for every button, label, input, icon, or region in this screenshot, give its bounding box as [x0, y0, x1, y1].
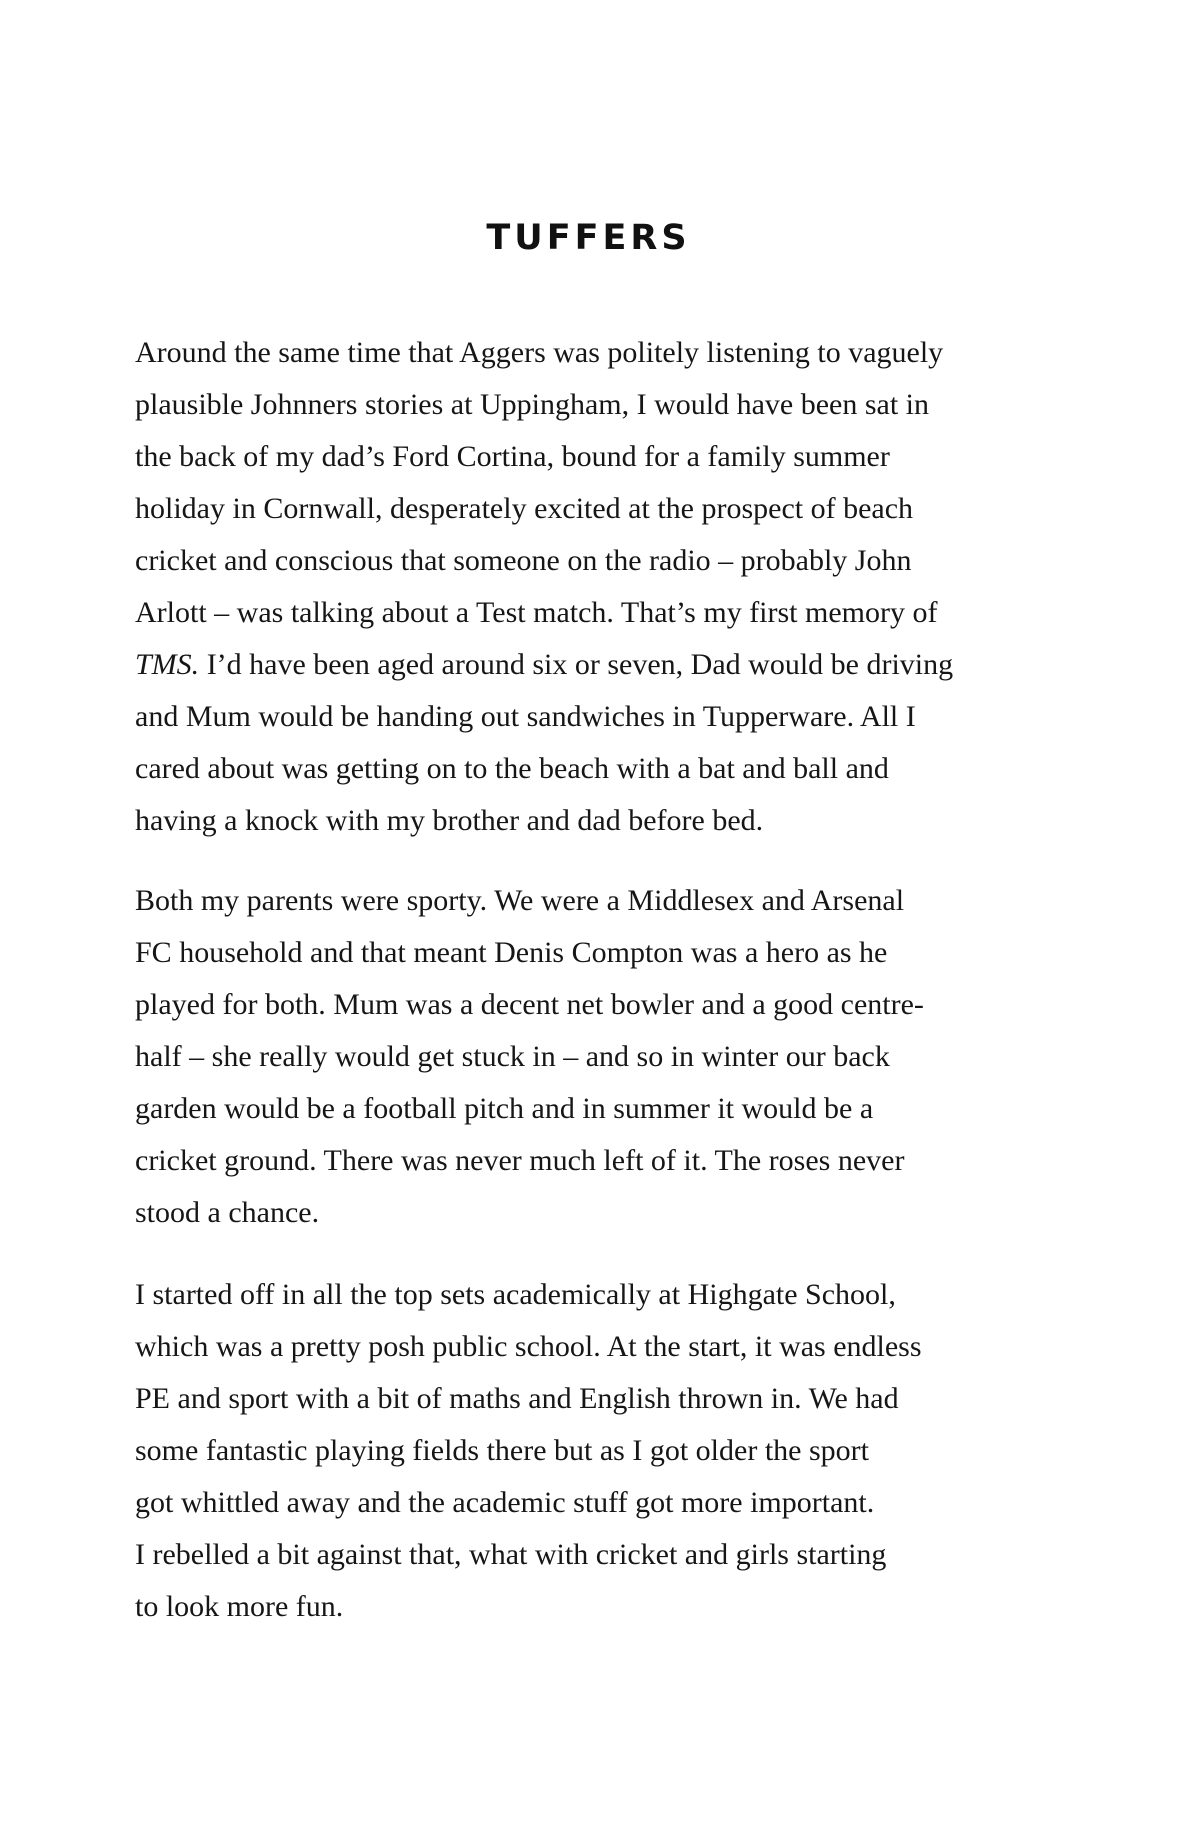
text-line: Both my parents were sporty. We were a Middlesex and Arsenal [135, 884, 905, 917]
text-line: holiday in Cornwall, desperately excited at the prospect of beach [135, 492, 914, 525]
text-line: some fantastic playing fields there but as I got older the sport [135, 1434, 869, 1467]
text-line: FC household and that meant Denis Compton was a hero as he [135, 936, 888, 969]
chapter-title: TUFFERS [486, 218, 691, 258]
text-line-with-abbrev [135, 639, 1015, 691]
text-line: PE and sport with a bit of maths and English thrown in. We had [135, 1382, 899, 1415]
text-line: having a knock with my brother and dad before bed. [135, 804, 764, 837]
text-line: cricket and conscious that someone on the radio – probably John [135, 544, 912, 577]
text-line: I rebelled a bit against that, what with cricket and girls starting [135, 1538, 887, 1571]
text-line: got whittled away and the academic stuff got more important. [135, 1486, 875, 1519]
tms-abbreviation: TMS. [135, 648, 200, 681]
text-line: I started off in all the top sets academically at Highgate School, [135, 1278, 896, 1311]
text-line: cricket ground. There was never much left of it. The roses never [135, 1144, 905, 1177]
paragraph-2 [135, 875, 1015, 1239]
paragraph-1 [135, 327, 1015, 847]
text-line: and Mum would be handing out sandwiches in Tupperware. All I [135, 700, 916, 733]
text-line: the back of my dad’s Ford Cortina, bound for a family summer [135, 440, 890, 473]
text-line: half – she really would get stuck in – and so in winter our back [135, 1040, 890, 1073]
text-line: garden would be a football pitch and in summer it would be a [135, 1092, 874, 1125]
text-line: to look more fun. [135, 1590, 344, 1623]
text-line: stood a chance. [135, 1196, 320, 1229]
text-line-rest: I’d have been aged around six or seven, Dad would be driving [206, 648, 954, 681]
text-line: which was a pretty posh public school. At the start, it was endless [135, 1330, 922, 1363]
text-line: Arlott – was talking about a Test match. That’s my first memory of [135, 596, 938, 629]
paragraph-3 [135, 1269, 1015, 1633]
text-line: Around the same time that Aggers was politely listening to vaguely [135, 336, 944, 369]
text-line: played for both. Mum was a decent net bowler and a good centre- [135, 988, 924, 1021]
text-line: plausible Johnners stories at Uppingham, I would have been sat in [135, 388, 930, 421]
text-line: cared about was getting on to the beach with a bat and ball and [135, 752, 889, 785]
